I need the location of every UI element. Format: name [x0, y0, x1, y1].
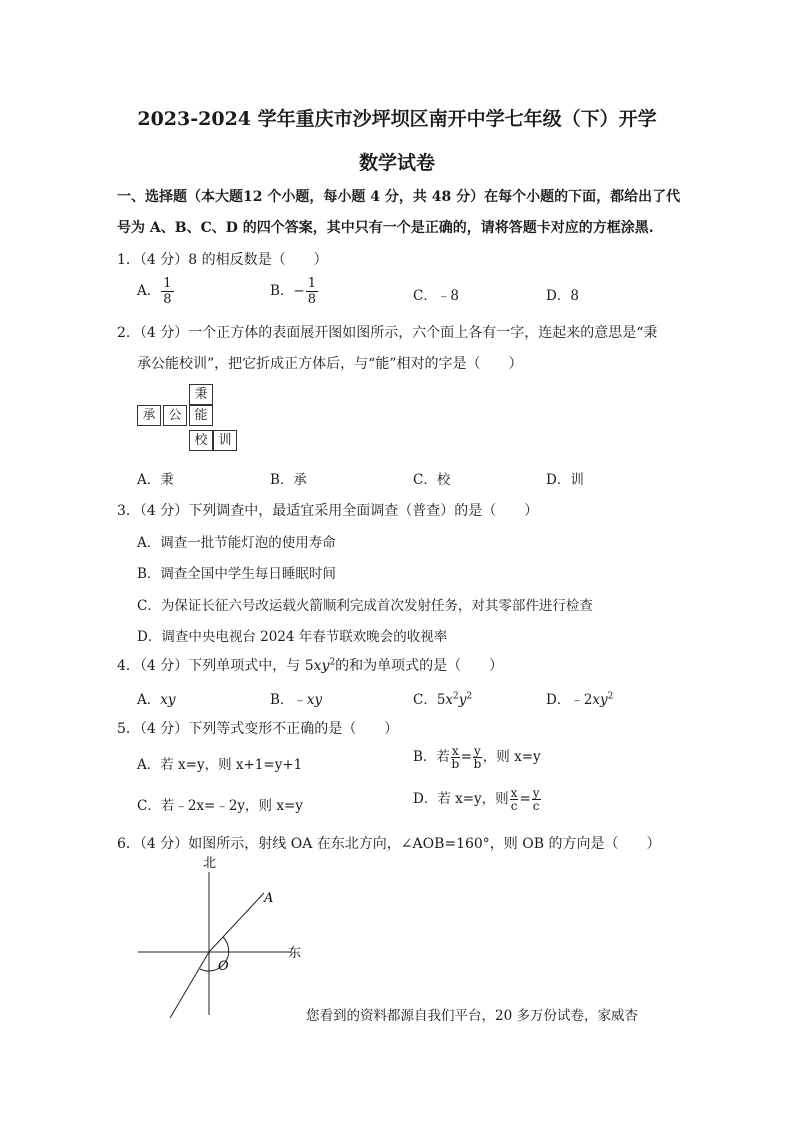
q2-stem-line-2: 承公能校训”，把它折成正方体后，与“能”相对的字是（ ）: [137, 356, 523, 372]
q5-stem: 5．（4 分）下列等式变形不正确的是（ ）: [117, 721, 399, 737]
q3-option-d: D．调查中央电视台 2024 年春节联欢晚会的收视率: [137, 629, 448, 645]
page-title-line-1: 2023-2024 学年重庆市沙坪坝区南开中学七年级（下）开学: [137, 108, 657, 130]
q2-option-a: A．秉: [137, 472, 174, 488]
q4-option-c: C．$5x^2y^2$: [413, 691, 473, 708]
q3-option-b: B．调查全国中学生每日睡眠时间: [137, 566, 336, 582]
q1-option-a: A． $\frac{1}{8}$: [137, 276, 172, 307]
q4-option-d: D．$﹣2xy^2$: [546, 691, 614, 708]
net-cell-3: 公: [163, 405, 187, 426]
north-label: 北: [203, 856, 217, 871]
q3-option-a: A．调查一批节能灯泡的使用寿命: [137, 535, 336, 551]
q5-option-c: C．若﹣2x=﹣2y，则 x=y: [137, 798, 303, 814]
q5-option-b: B．若 $\frac{x}{b}$ = $\frac{y}{b}$ ，则 x=y: [413, 744, 541, 771]
q2-option-b: B．承: [270, 472, 307, 488]
q1-option-b: B．− $\frac{1}{8}$: [270, 276, 317, 307]
ray-oa: [209, 893, 264, 952]
footer-ad-text: 您看到的资料都源自我们平台，20 多万份试卷，家威杏: [306, 1008, 638, 1024]
point-o-label: O: [218, 959, 229, 974]
net-cell-1: 秉: [189, 384, 213, 405]
page-title-line-2: 数学试卷: [358, 152, 435, 174]
q5-option-a: A．若 x=y，则 x+1=y+1: [137, 757, 303, 773]
q3-option-c: C．为保证长征六号改运载火箭顺利完成首次发射任务，对其零部件进行检查: [137, 598, 593, 614]
q1-stem: 1．（4 分）8 的相反数是（ ）: [117, 252, 328, 268]
section-1-line-1: 一、选择题（本大题12 个小题，每小题 4 分，共 48 分）在每个小题的下面，都给出了代: [117, 189, 681, 205]
q4-option-a: A．xy: [137, 692, 176, 708]
q3-stem: 3．（4 分）下列调查中，最适宜采用全面调查（普查）的是（ ）: [117, 503, 539, 519]
q2-option-d: D．训: [546, 472, 584, 488]
net-cell-5: 校: [189, 430, 213, 451]
section-1-line-2: 号为 A、B、C、D 的四个答案，其中只有一个是正确的，请将答题卡对应的方框涂黑.: [117, 220, 654, 236]
q6-stem: 6．（4 分）如图所示，射线 OA 在东北方向，∠AOB=160°，则 OB 的方向是（ ）: [117, 836, 661, 852]
q4-option-b: B．﹣xy: [270, 692, 323, 708]
point-a-label: A: [264, 891, 274, 906]
q4-stem: 4．（4 分）下列单项式中，与 $5xy^2$的和为单项式的是（ ）: [117, 657, 504, 674]
net-cell-4: 能: [189, 405, 213, 426]
compass-diagram: [130, 850, 310, 1020]
east-label: 东: [288, 946, 302, 961]
net-cell-6: 训: [213, 430, 237, 451]
q2-stem-line-1: 2．（4 分）一个正方体的表面展开图如图所示，六个面上各有一字，连起来的意思是“秉: [117, 325, 658, 341]
q1-option-d: D．8: [546, 288, 579, 304]
q5-option-d: D．若 x=y，则 $\frac{x}{c}$ = $\frac{y}{c}$: [413, 786, 540, 813]
q1-option-c: C．﹣8: [413, 288, 459, 304]
q2-option-c: C．校: [413, 472, 451, 488]
net-cell-2: 承: [137, 405, 161, 426]
ray-ob: [170, 952, 209, 1018]
